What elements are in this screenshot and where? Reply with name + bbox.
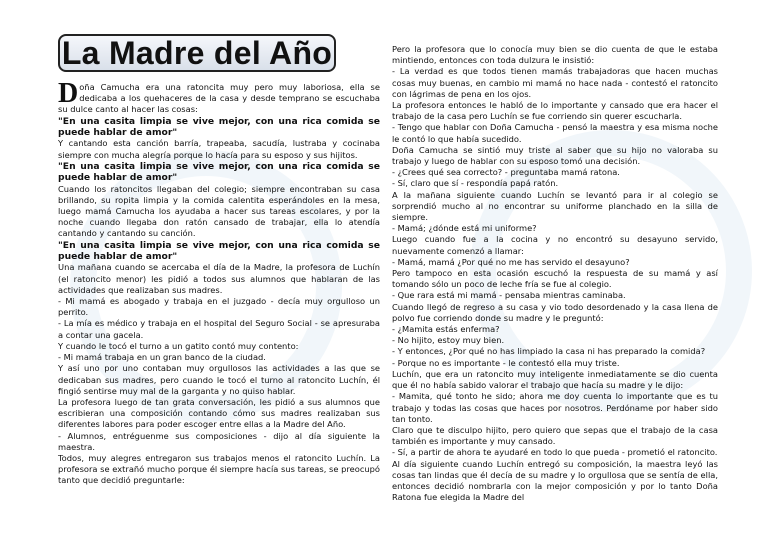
story-paragraph: Y cantando esta canción barría, trapeaba, sacudía, lustraba y cocinaba siempre con mucha alegría porque lo hacía para su esposo y sus hijitos.	[58, 138, 380, 160]
story-paragraph: - Alumnos, entréguenme sus composiciones - dijo al día siguiente la maestra.	[58, 430, 380, 452]
story-paragraph: Pero tampoco en esta ocasión escuchó la respuesta de su mamá y así tomando sólo un poco de leche fría se fue al colegio.	[392, 268, 718, 290]
story-paragraph: - Mamá; ¿dónde está mi uniforme?	[392, 223, 537, 234]
story-paragraph: - Sí, a partir de ahora te ayudaré en todo lo que pueda - prometió el ratoncito.	[392, 447, 718, 458]
story-paragraph: Claro que te disculpo hijito, pero quiero que sepas que el trabajo de la casa también es importante y muy cansado.	[392, 424, 718, 447]
story-paragraph: Pero la profesora que lo conocía muy bien se dio cuenta de que le estaba mintiendo, entonces con toda dulzura le insistió:	[392, 44, 718, 66]
story-paragraph: - Y entonces, ¿Por qué no has limpiado la casa ni has preparado la comida?	[392, 346, 706, 357]
refrain-paragraph: "En una casita limpia se vive mejor, con una rica comida se puede hablar de amor"	[58, 239, 380, 263]
title-banner	[58, 34, 336, 72]
right-column	[392, 44, 718, 503]
refrain-paragraph: "En una casita limpia se vive mejor, con una rica comida se puede hablar de amor"	[58, 160, 380, 184]
story-paragraph: La profesora entonces le habló de lo importante y cansado que era hacer el trabajo de la casa pero Luchín se fue corriendo sin querer escucharla.	[392, 100, 718, 122]
drop-cap: D	[58, 78, 79, 109]
story-paragraph: - Mamita, qué tonto he sido; ahora me doy cuenta lo importante que es tu trabajo y todas las cosas que haces por nosotros. Perdóname por haber sido tan tonto.	[392, 391, 718, 424]
story-paragraph: A la mañana siguiente cuando Luchín se levantó para ir al colegio se sorprendió mucho al no encontrar su uniforme planchado en la silla de siempre.	[392, 189, 718, 223]
story-paragraph: Y cuando le tocó el turno a un gatito contó muy contento:	[58, 340, 299, 351]
story-paragraph	[58, 78, 380, 116]
story-paragraph: Cuando llegó de regreso a su casa y vio todo desordenado y la casa llena de polvo fue corriendo donde su madre y le preguntó:	[392, 301, 718, 323]
story-paragraph: Cuando los ratoncitos llegaban del colegio; siempre encontraban su casa brillando, su ropita limpia y la comida calentita esperándoles en la mesa, luego mamá Camucha los ayudaba a hacer sus tareas escolares, y por la noche cuando llegaba don ratón cansado de trabajar, ella lo atendía cantando y cantando su canción.	[58, 183, 380, 239]
story-paragraph: - ¿Crees qué sea correcto? - preguntaba mamá ratona.	[392, 167, 620, 178]
story-paragraph: Doña Camucha se sintió muy triste al saber que su hijo no valoraba su trabajo y luego de hablar con su esposo tomó una decisión.	[392, 144, 718, 167]
story-paragraph: Luchín, que era un ratoncito muy inteligente inmediatamente se dio cuenta que él no había sabido valorar el trabajo que hacía su madre y le dijo:	[392, 368, 718, 391]
story-paragraph: Al día siguiente cuando Luchín entregó su composición, la maestra leyó las cosas tan lindas que él decía de su madre y lo orgullosa que se sentía de ella, entonces decidió nombrarla con la mejor composición y por lo tanto Doña Ratona fue elegida la Madre del	[392, 458, 718, 503]
story-paragraph: - La mía es médico y trabaja en el hospital del Seguro Social - se apresuraba a contar una gacela.	[58, 318, 380, 340]
story-paragraph: - Mi mamá trabaja en un gran banco de la ciudad.	[58, 352, 266, 363]
page-title: La Madre del Año	[61, 34, 333, 71]
story-paragraph: - Mi mamá es abogado y trabaja en el juzgado - decía muy orgulloso un perrito.	[58, 296, 380, 318]
left-column	[58, 78, 380, 486]
story-paragraph: - ¿Mamita estás enferma?	[392, 324, 500, 335]
story-paragraph: - La verdad es que todos tienen mamás trabajadoras que hacen muchas cosas muy buenas, en cambio mi mamá no hace nada - contestó el ratoncito con lágrimas de pena en los ojos.	[392, 66, 718, 99]
story-paragraph: Y así uno por uno contaban muy orgullosos las actividades a las que se dedicaban sus madres, pero cuando le tocó el turno al ratoncito Luchín, él fingió sentirse muy mal de la garganta y no quiso hablar.	[58, 363, 380, 396]
story-paragraph: - Porque no es importante - le contestó ella muy triste.	[392, 357, 620, 368]
story-paragraph: Todos, muy alegres entregaron sus trabajos menos el ratoncito Luchín. La profesora se extrañó mucho porque él siempre hacía sus tareas, se preocupó tanto que decidió preguntarle:	[58, 452, 380, 486]
refrain-paragraph: "En una casita limpia se vive mejor, con una rica comida se puede hablar de amor"	[58, 115, 380, 139]
story-paragraph: - No hijito, estoy muy bien.	[392, 335, 505, 346]
story-paragraph: Luego cuando fue a la cocina y no encontró su desayuno servido, nuevamente comenzó a llamar:	[392, 234, 718, 256]
story-paragraph: - Mamá, mamá ¿Por qué no me has servido el desayuno?	[392, 256, 630, 267]
story-paragraph: Una mañana cuando se acercaba el día de la Madre, la profesora de Luchín (el ratoncito menor) les pidió a todos sus alumnos que hablaran de las actividades que realizaban sus madres.	[58, 262, 380, 295]
story-paragraph: - Que rara está mi mamá - pensaba mientras caminaba.	[392, 290, 626, 301]
story-text: oña Camucha era una ratoncita muy pero muy laboriosa, ella se dedicaba a los quehaceres de la casa y desde temprano se escuchaba su dulce canto al hacer las cosas:	[58, 82, 380, 115]
story-paragraph: La profesora luego de tan grata conversación, les pidió a sus alumnos que escribieran una composición contando cómo sus madres realizaban sus diferentes labores para poder escoger entre ellas a la Madre del Año.	[58, 396, 380, 430]
story-paragraph: - Tengo que hablar con Doña Camucha - pensó la maestra y esa misma noche le contó lo que había sucedido.	[392, 122, 718, 144]
story-paragraph: - Sí, claro que sí - respondía papá ratón.	[392, 178, 559, 189]
